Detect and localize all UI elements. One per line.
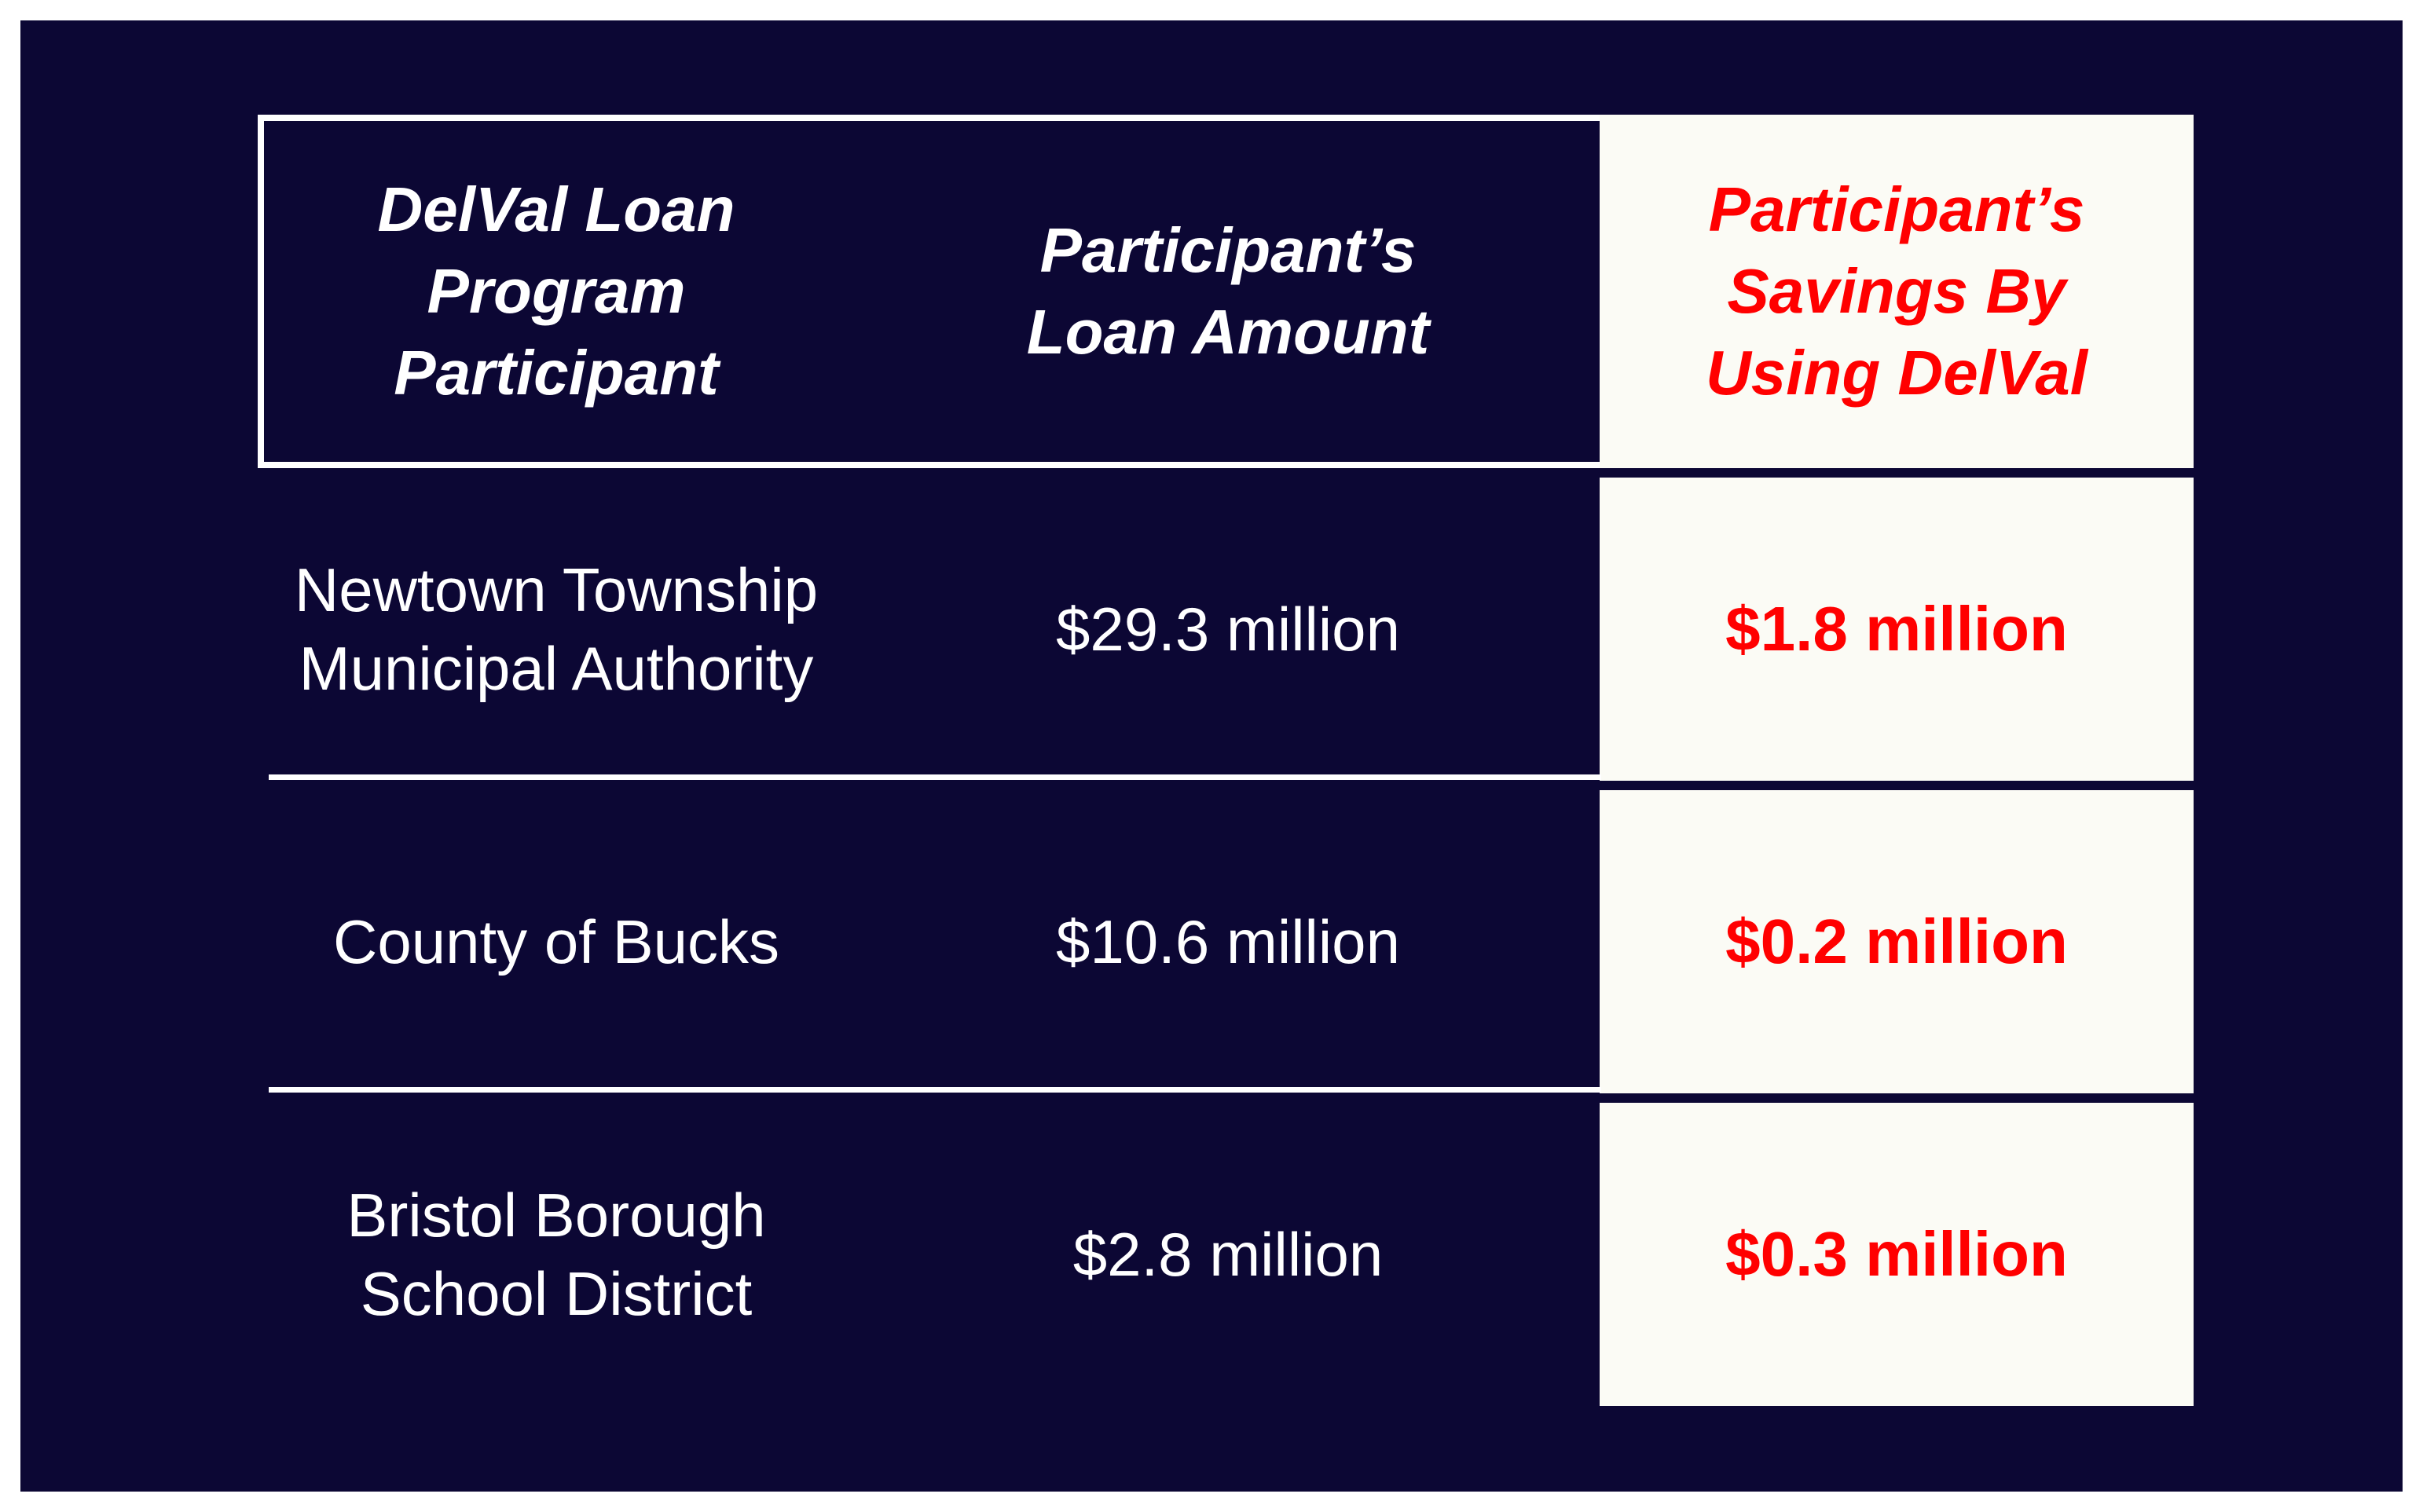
table-row-3-loan-cell <box>855 1103 1601 1406</box>
table-row-2-loan-cell <box>855 790 1601 1093</box>
table-row-3-savings-cell <box>1600 1103 2194 1406</box>
table-row-2-participant-cell <box>258 790 855 1093</box>
participant-name: Newtown Township Municipal Authority <box>294 555 819 703</box>
header-participant: DelVal Loan Program Participant <box>377 174 735 408</box>
participant-name: County of Bucks <box>333 907 779 976</box>
loan-amount: $29.3 million <box>1056 595 1400 664</box>
header-participant-cell <box>258 115 855 468</box>
header-loan-amount: Participant’s Loan Amount <box>1026 215 1430 367</box>
header-savings-cell <box>1600 115 2194 468</box>
header-savings: Participant’s Savings By Using DelVal <box>1705 174 2088 408</box>
table-row-3-participant-cell <box>258 1103 855 1406</box>
loan-amount: $10.6 million <box>1056 907 1400 976</box>
table-row-1-participant-cell <box>258 478 855 781</box>
loan-amount: $2.8 million <box>1072 1220 1384 1289</box>
table-row-2-savings-cell <box>1600 790 2194 1093</box>
participant-name: Bristol Borough School District <box>346 1181 766 1328</box>
table-row-1-savings-cell <box>1600 478 2194 781</box>
savings-amount: $1.8 million <box>1725 594 2068 664</box>
table-row-1-loan-cell <box>855 478 1601 781</box>
header-loan-amount-cell <box>855 115 1601 468</box>
savings-amount: $0.3 million <box>1725 1219 2068 1289</box>
savings-amount: $0.2 million <box>1725 906 2068 976</box>
slide-background <box>20 20 2403 1492</box>
